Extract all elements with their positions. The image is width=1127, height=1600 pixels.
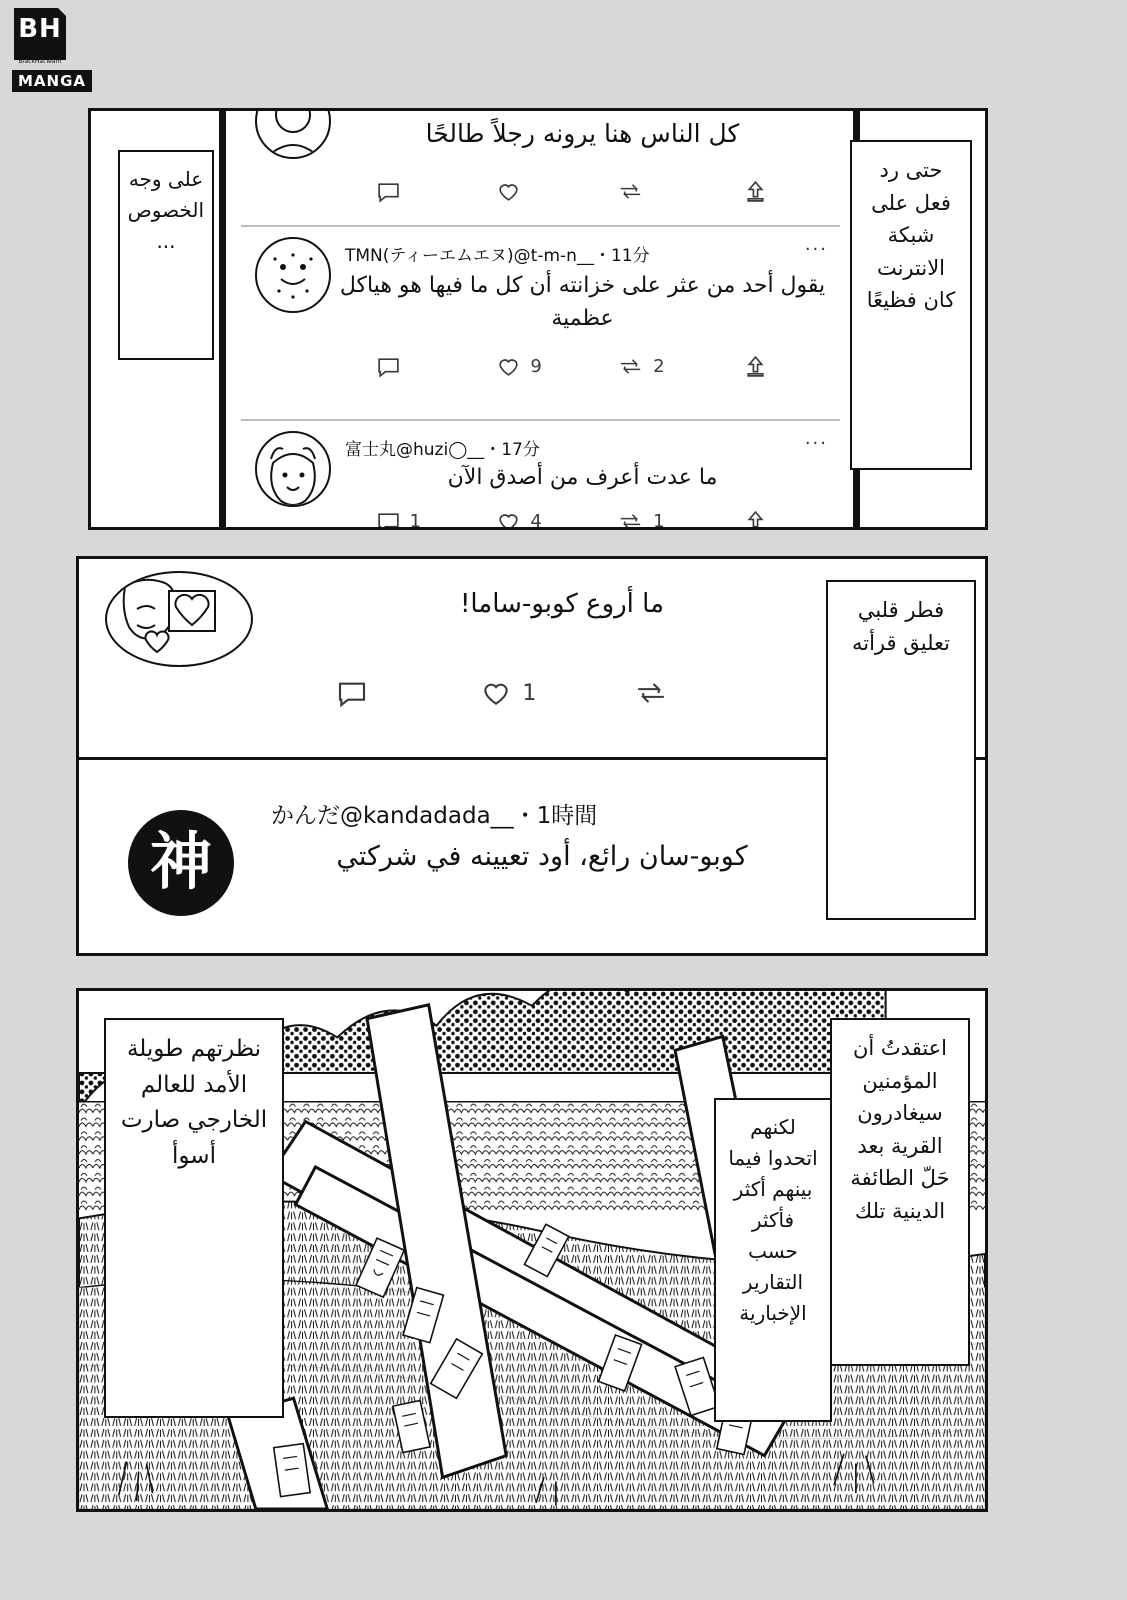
tweet-handle[interactable]: 富士丸@huzi◯__・17分 (345, 440, 540, 460)
retweet-action[interactable] (617, 179, 653, 204)
tweet-handle[interactable]: かんだ@kandadada__・1時間 (271, 803, 598, 829)
caption-box (118, 150, 214, 360)
reply-count: 1 (409, 511, 422, 530)
logo-mark (14, 8, 66, 60)
retweet-action[interactable] (617, 509, 664, 530)
tweet-actions (337, 509, 820, 530)
feed-divider (241, 419, 840, 421)
tweet-actions (309, 677, 735, 711)
logo-corner-cut (56, 6, 68, 18)
caption-box (826, 580, 976, 920)
reply-icon (376, 179, 401, 204)
caption-text: اعتقدتُ أن المؤمنين سيغادرون القرية بعد حَلّ الطائفة الدينية تلك (850, 1036, 950, 1223)
tweet-text: يقول أحد من عثر على خزانته أن كل ما فيها هو هياكل عظمية (339, 273, 826, 331)
share-action[interactable] (743, 179, 768, 204)
retweet-action[interactable] (633, 677, 678, 709)
heart-icon (479, 677, 513, 709)
tweet-text: ما أروع كوبو-ساما! (459, 589, 665, 619)
retweet-icon (617, 179, 644, 204)
caption-box (830, 1018, 970, 1366)
retweet-count: 1 (653, 511, 665, 530)
like-action[interactable] (479, 677, 536, 709)
feed-tweet[interactable] (241, 108, 840, 227)
like-action[interactable] (496, 179, 530, 204)
like-action[interactable] (496, 509, 541, 530)
caption-box (104, 1018, 284, 1418)
tweet-actions (337, 354, 820, 388)
like-count: 9 (530, 356, 542, 377)
reply-action[interactable] (376, 179, 410, 204)
publisher-logo (6, 8, 87, 100)
caption-text: على وجه الخصوص ... (127, 167, 204, 253)
caption-text: فطر قلبي تعليق قرأته (851, 598, 951, 655)
heart-icon (496, 179, 521, 204)
share-action[interactable] (743, 509, 768, 530)
avatar-kanji: 神 (149, 825, 212, 898)
tweet-actions (337, 179, 820, 213)
logo-team-name: BlackHatTeam (18, 58, 62, 65)
avatar[interactable] (128, 810, 234, 916)
retweet-icon (617, 509, 644, 530)
more-options-icon[interactable]: ··· (804, 433, 828, 454)
like-action[interactable] (496, 354, 541, 379)
like-count: 4 (530, 511, 542, 530)
reply-action[interactable] (376, 509, 421, 530)
share-icon (743, 509, 768, 530)
reply-icon (335, 677, 369, 709)
more-options-icon[interactable]: ··· (804, 239, 828, 260)
feed-divider (241, 225, 840, 227)
avatar[interactable] (255, 237, 331, 313)
retweet-action[interactable] (617, 354, 664, 379)
share-icon (743, 354, 768, 379)
heart-icon (496, 509, 521, 530)
caption-text: لكنهم اتحدوا فيما بينهم أكثر فأكثر حسب التقارير الإخبارية (728, 1115, 818, 1325)
caption-box (850, 140, 972, 470)
share-icon (743, 179, 768, 204)
retweet-icon (617, 354, 644, 379)
avatar[interactable] (105, 571, 253, 667)
logo-manga-label: MANGA (12, 70, 92, 92)
like-count: 1 (522, 680, 537, 706)
tweet-text: ما عدت أعرف من أصدق الآن (447, 465, 718, 490)
heart-icon (496, 354, 521, 379)
avatar[interactable] (255, 108, 331, 159)
feed-tweet[interactable] (241, 229, 840, 419)
reply-action[interactable] (335, 677, 378, 709)
logo-mark-text: BH (18, 14, 62, 44)
caption-text: حتى رد فعل على شبكة الانترنت كان فظيعًا (866, 158, 956, 313)
caption-text: نظرتهم طويلة الأمد للعالم الخارجي صارت أسوأ (120, 1036, 268, 1169)
reply-action[interactable] (376, 354, 410, 379)
tweet-text: كوبو-سان رائع، أود تعيينه في شركتي (336, 841, 748, 872)
reply-icon (376, 509, 401, 530)
tweet-handle[interactable]: TMN(ティーエムエヌ)@t-m-n__・11分 (345, 246, 650, 266)
feed-left-edge (219, 111, 226, 527)
reply-icon (376, 354, 401, 379)
retweet-count: 2 (653, 356, 665, 377)
caption-box (714, 1098, 832, 1422)
share-action[interactable] (743, 354, 768, 379)
tweet-text: كل الناس هنا يرونه رجلاً طالحًا (425, 119, 740, 148)
feed-tweet[interactable] (241, 423, 840, 530)
retweet-icon (633, 677, 669, 709)
avatar[interactable] (255, 431, 331, 507)
